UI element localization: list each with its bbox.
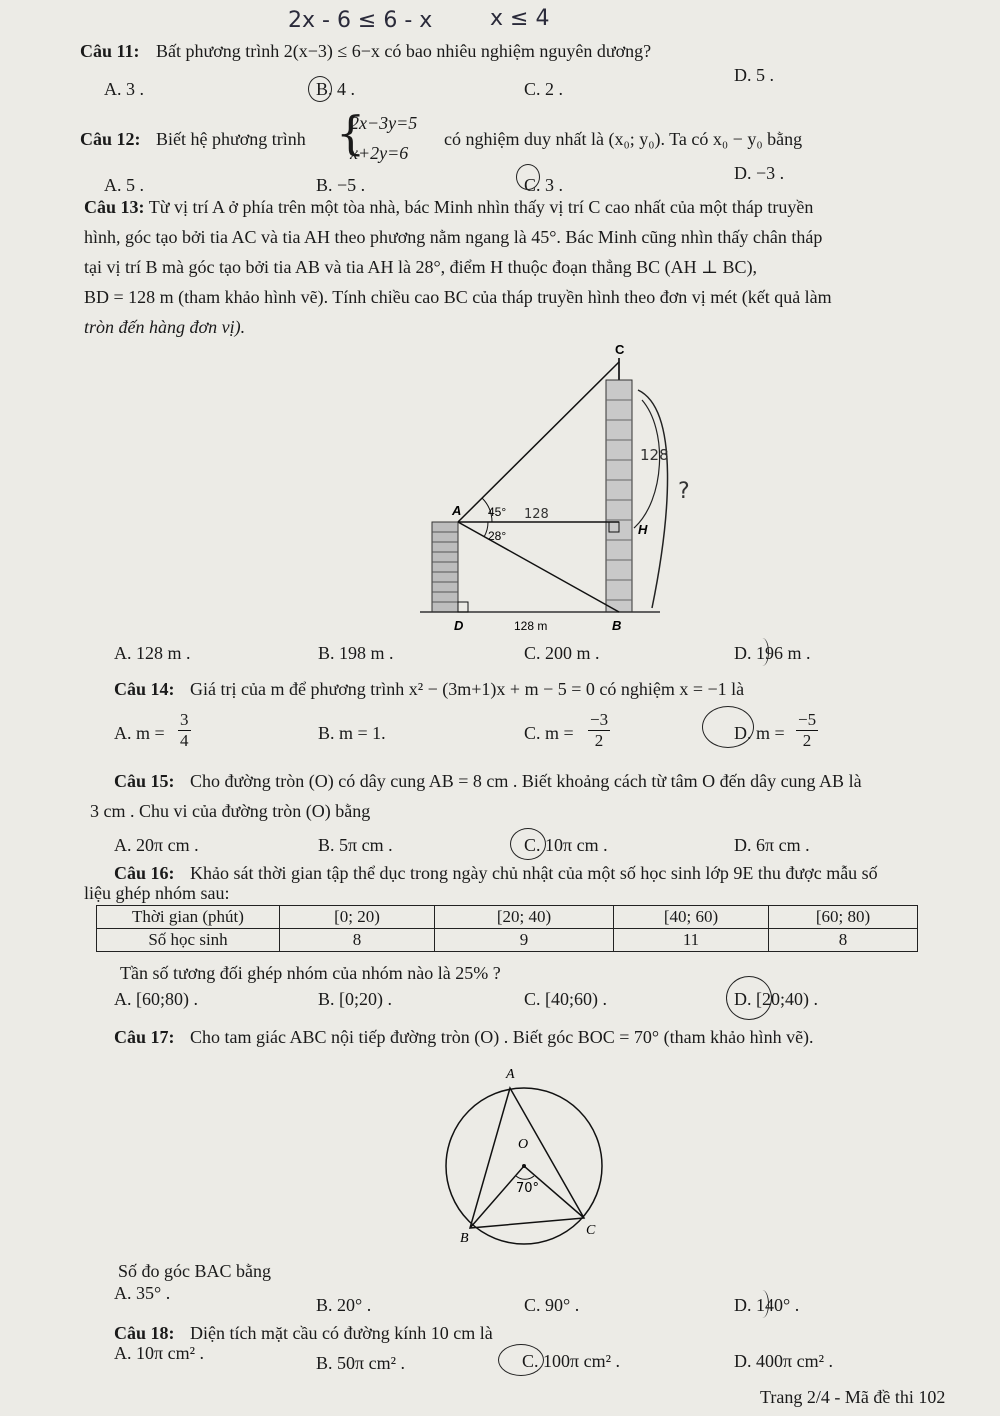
system-brace: {: [336, 106, 366, 160]
point-b-label: B: [612, 618, 622, 633]
answer-circle: [308, 76, 332, 102]
q16-option-d[interactable]: D. [20;40) .: [734, 989, 818, 1009]
answer-circle: [498, 1344, 544, 1376]
q18-option-d[interactable]: D. 400π cm² .: [734, 1351, 833, 1371]
fraction-denominator: 4: [180, 731, 189, 750]
handwritten-note: 2x - 6 ≤ 6 - x: [288, 8, 433, 33]
fraction-numerator: 3: [180, 710, 189, 729]
q17-question: Số đo góc BAC bằng: [118, 1261, 271, 1281]
triangle-abc: [470, 1088, 584, 1228]
q16-option-b[interactable]: B. [0;20) .: [318, 989, 392, 1009]
q13-line: tại vị trí B mà góc tạo bởi tia AB và tia AH là 28°, điểm H thuộc đoạn thẳng BC (AH ⊥ BC),: [84, 257, 758, 277]
q13-line: BD = 128 m (tham khảo hình vẽ). Tính chiều cao BC của tháp truyền hình theo đơn vị mét (kết quả làm: [84, 287, 832, 307]
q15-line: 3 cm . Chu vi của đường tròn (O) bằng: [90, 801, 371, 821]
point-c-label: C: [615, 342, 625, 357]
line-ab: [458, 522, 619, 612]
q14-d-prefix: D. m =: [734, 723, 785, 743]
q13-option-c[interactable]: C. 200 m .: [524, 643, 600, 663]
handwritten-note: 128: [640, 446, 669, 464]
building-shape: [432, 522, 458, 612]
question-12-post: có nghiệm duy nhất là (x₀; y₀). Ta có x₀ − y₀ bằng: [444, 129, 803, 149]
q18-option-a[interactable]: A. 10π cm² .: [114, 1343, 204, 1363]
q13-line: Từ vị trí A ở phía trên một tòa nhà, bác Minh nhìn thấy vị trí C cao nhất của một tháp truyền: [148, 197, 814, 217]
answer-circle: [756, 638, 769, 666]
table-row: [97, 929, 918, 952]
table-cell: 9: [435, 929, 614, 952]
q12-option-a[interactable]: A. 5 .: [104, 175, 144, 195]
fraction-denominator: 2: [802, 731, 812, 750]
right-angle-mark: [458, 602, 468, 612]
q17-option-d[interactable]: D. 140° .: [734, 1295, 800, 1315]
question-14-text: Giá trị của m để phương trình x² − (3m+1)x + m − 5 = 0 có nghiệm x = −1 là: [190, 679, 745, 699]
question-17-label: Câu 17:: [114, 1027, 175, 1047]
table-cell: Thời gian (phút): [97, 906, 280, 929]
question-12-pre: Biết hệ phương trình: [156, 129, 306, 149]
q17-option-c[interactable]: C. 90° .: [524, 1295, 580, 1315]
radii-ob-oc: [470, 1166, 584, 1228]
question-12-label: Câu 12:: [80, 129, 141, 149]
table-row: [97, 906, 918, 929]
q16-line: liệu ghép nhóm sau:: [84, 883, 230, 903]
q14-d-fraction: [796, 710, 818, 751]
q13-option-b[interactable]: B. 198 m .: [318, 643, 394, 663]
q16-question: Tần số tương đối ghép nhóm của nhóm nào là 25% ?: [120, 963, 501, 983]
q14-option-b[interactable]: B. m = 1.: [318, 723, 386, 743]
answer-circle: [726, 976, 772, 1020]
q18-option-b[interactable]: B. 50π cm² .: [316, 1353, 405, 1373]
q14-option-c[interactable]: [524, 722, 574, 744]
inscribed-triangle-figure: [434, 1056, 634, 1246]
q13-line: hình, góc tạo bởi tia AC và tia AH theo phương nằm ngang là 45°. Bác Minh cũng nhìn thấy chân tháp: [84, 227, 823, 247]
q18-option-c[interactable]: C. 100π cm² .: [522, 1351, 620, 1371]
answer-circle: [510, 828, 546, 860]
table-cell: 8: [769, 929, 918, 952]
angle-70-label: 70°: [516, 1181, 540, 1196]
q12-option-d[interactable]: D. −3 .: [734, 163, 785, 183]
answer-circle: [702, 706, 754, 748]
answer-circle: [516, 164, 540, 190]
point-c-label: C: [586, 1223, 596, 1238]
q14-a-fraction: [178, 710, 191, 751]
grouped-data-table: [96, 905, 918, 952]
q11-option-b[interactable]: B. 4 .: [316, 79, 356, 99]
question-18-label: Câu 18:: [114, 1323, 175, 1343]
q16-line: Khảo sát thời gian tập thể dục trong ngày chủ nhật của một số học sinh lớp 9E thu được mẫu số: [190, 863, 878, 883]
q11-option-d[interactable]: D. 5 .: [734, 65, 774, 85]
point-a-label: A: [506, 1067, 515, 1082]
q11-option-a[interactable]: A. 3 .: [104, 79, 144, 99]
fraction-denominator: 2: [594, 731, 604, 750]
fraction-numerator: −3: [590, 710, 609, 729]
angle-45-label: 45°: [488, 505, 507, 519]
q15-option-a[interactable]: A. 20π cm .: [114, 835, 199, 855]
point-h-label: H: [638, 522, 648, 537]
handwritten-arc: [634, 400, 660, 528]
page-footer: Trang 2/4 - Mã đề thi 102: [760, 1387, 946, 1407]
table-cell: Số học sinh: [97, 929, 280, 952]
q14-c-fraction: [588, 710, 610, 751]
table-cell: 11: [614, 929, 769, 952]
question-13-text: [84, 196, 813, 218]
table-cell: [60; 80): [769, 906, 918, 929]
question-13-label: Câu 13:: [84, 197, 145, 217]
question-14-label: Câu 14:: [114, 679, 175, 699]
q17-option-a[interactable]: A. 35° .: [114, 1283, 171, 1303]
tower-figure: [420, 340, 710, 640]
point-b-label: B: [460, 1231, 469, 1246]
system-eq1: 2x−3y=5: [350, 113, 418, 133]
answer-circle: [756, 1290, 769, 1318]
q15-line: Cho đường tròn (O) có dây cung AB = 8 cm . Biết khoảng cách từ tâm O đến dây cung AB là: [190, 771, 862, 791]
handwritten-note: ?: [678, 479, 690, 504]
angle-28-label: 28°: [488, 529, 507, 543]
q14-option-a[interactable]: [114, 722, 165, 744]
q13-option-a[interactable]: A. 128 m .: [114, 643, 191, 663]
angle-arc-boc: [516, 1176, 534, 1179]
q15-option-c[interactable]: C. 10π cm .: [524, 835, 608, 855]
question-11-label: Câu 11:: [80, 41, 140, 61]
q14-c-prefix: C. m =: [524, 723, 574, 743]
question-11-text: Bất phương trình 2(x−3) ≤ 6−x có bao nhiêu nghiệm nguyên dương?: [156, 41, 652, 61]
q12-option-b[interactable]: B. −5 .: [316, 175, 366, 195]
question-15-label: Câu 15:: [114, 771, 175, 791]
q13-option-d[interactable]: D. 196 m .: [734, 643, 811, 663]
q11-option-c[interactable]: C. 2 .: [524, 79, 564, 99]
q14-a-prefix: A. m =: [114, 723, 165, 743]
point-a-label: A: [452, 503, 462, 518]
q13-line: tròn đến hàng đơn vị).: [84, 317, 246, 337]
center-point: [522, 1164, 526, 1168]
q17-option-b[interactable]: B. 20° .: [316, 1295, 372, 1315]
q16-option-c[interactable]: C. [40;60) .: [524, 989, 607, 1009]
point-d-label: D: [454, 618, 464, 633]
question-18-text: Diện tích mặt cầu có đường kính 10 cm là: [190, 1323, 493, 1343]
q12-option-c[interactable]: C. 3 .: [524, 175, 564, 195]
table-cell: [20; 40): [435, 906, 614, 929]
handwritten-note: x ≤ 4: [490, 6, 550, 31]
table-cell: 8: [280, 929, 435, 952]
question-17-text: Cho tam giác ABC nội tiếp đường tròn (O) . Biết góc BOC = 70° (tham khảo hình vẽ).: [190, 1027, 814, 1047]
tower-shape: [606, 380, 632, 612]
handwritten-note: 128: [524, 507, 549, 522]
table-cell: [40; 60): [614, 906, 769, 929]
q15-option-d[interactable]: D. 6π cm .: [734, 835, 810, 855]
q16-option-a[interactable]: A. [60;80) .: [114, 989, 198, 1009]
question-16-label: Câu 16:: [114, 863, 175, 883]
bd-length-label: 128 m: [514, 619, 548, 633]
point-o-label: O: [518, 1137, 529, 1152]
fraction-numerator: −5: [798, 710, 817, 729]
table-cell: [0; 20): [280, 906, 435, 929]
system-eq2: x+2y=6: [350, 143, 409, 163]
q15-option-b[interactable]: B. 5π cm .: [318, 835, 393, 855]
